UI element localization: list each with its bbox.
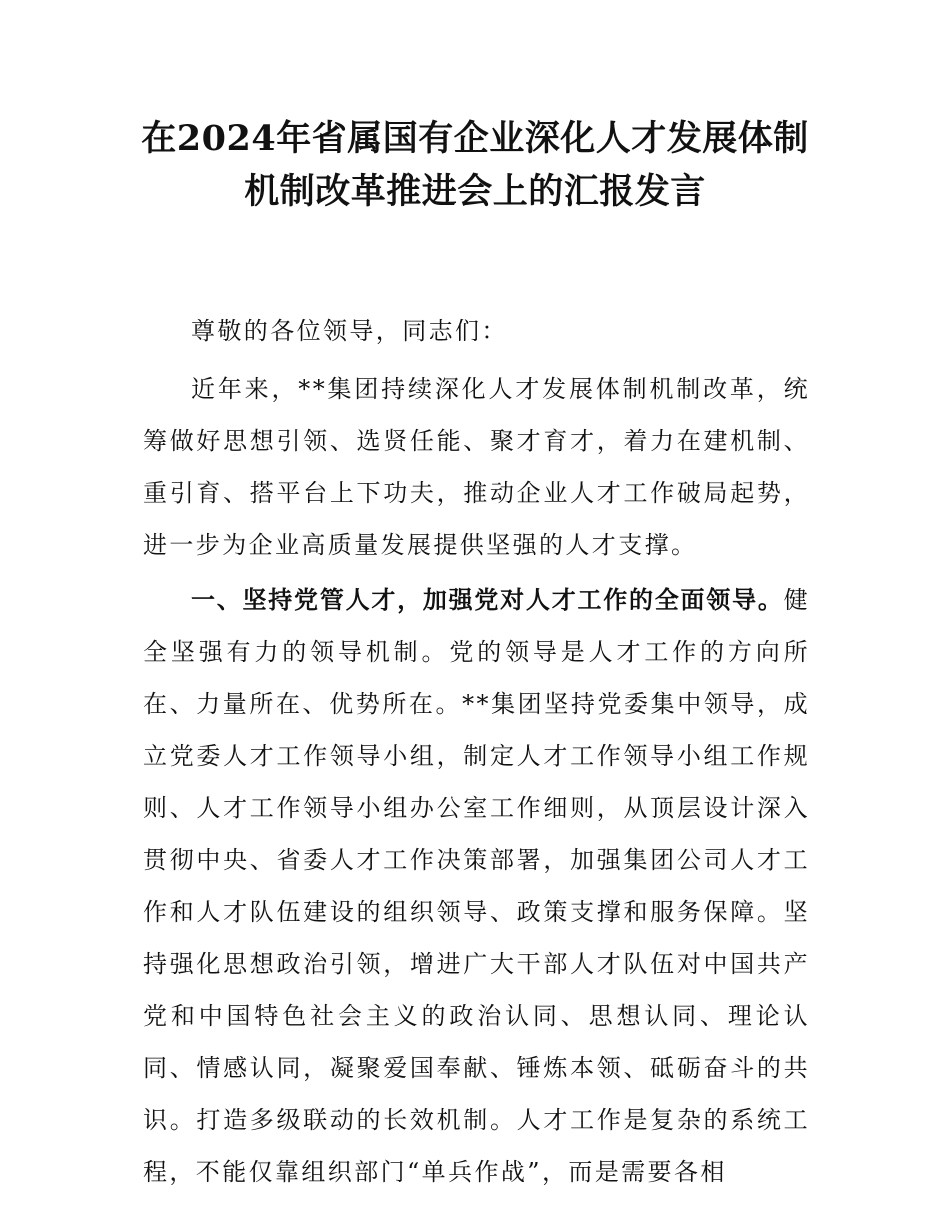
paragraph-intro-text: 近年来，**集团持续深化人才发展体制机制改革，统筹做好思想引领、选贤任能、聚才育才，着力在建机制、重引育、搭平台上下功夫，推动企业人才工作破局起势，进一步为企业高质量发展提供坚强的人才支撑。 — [143, 375, 810, 559]
paragraph-section-1-text: 健全坚强有力的领导机制。党的领导是人才工作的方向所在、力量所在、优势所在。**集团坚持党委集中领导，成立党委人才工作领导小组，制定人才工作领导小组工作规则、人才工作领导小组办公室工作细则，从顶层设计深入贯彻中央、省委人才工作决策部署，加强集团公司人才工作和人才队伍建设的组织领导、政策支撑和服务保障。坚持强化思想政治引领，增进广大干部人才队伍对中国共产党和中国特色社会主义的政治认同、思想认同、理论认同、情感认同，凝聚爱国奉献、锤炼本领、砥砺奋斗的共识。打造多级联动的长效机制。人才工作是复杂的系统工程，不能仅靠组织部门“单兵作战”，而是需要各相 — [143, 586, 810, 1186]
paragraph-section-1 — [143, 574, 810, 1198]
salutation: 尊敬的各位领导，同志们： — [191, 317, 508, 345]
document-title: 在2024年省属国有企业深化人才发展体制机制改革推进会上的汇报发言 — [141, 118, 809, 212]
paragraph-intro — [143, 363, 810, 571]
section-heading: 一、坚持党管人才，加强党对人才工作的全面领导。 — [191, 586, 784, 614]
